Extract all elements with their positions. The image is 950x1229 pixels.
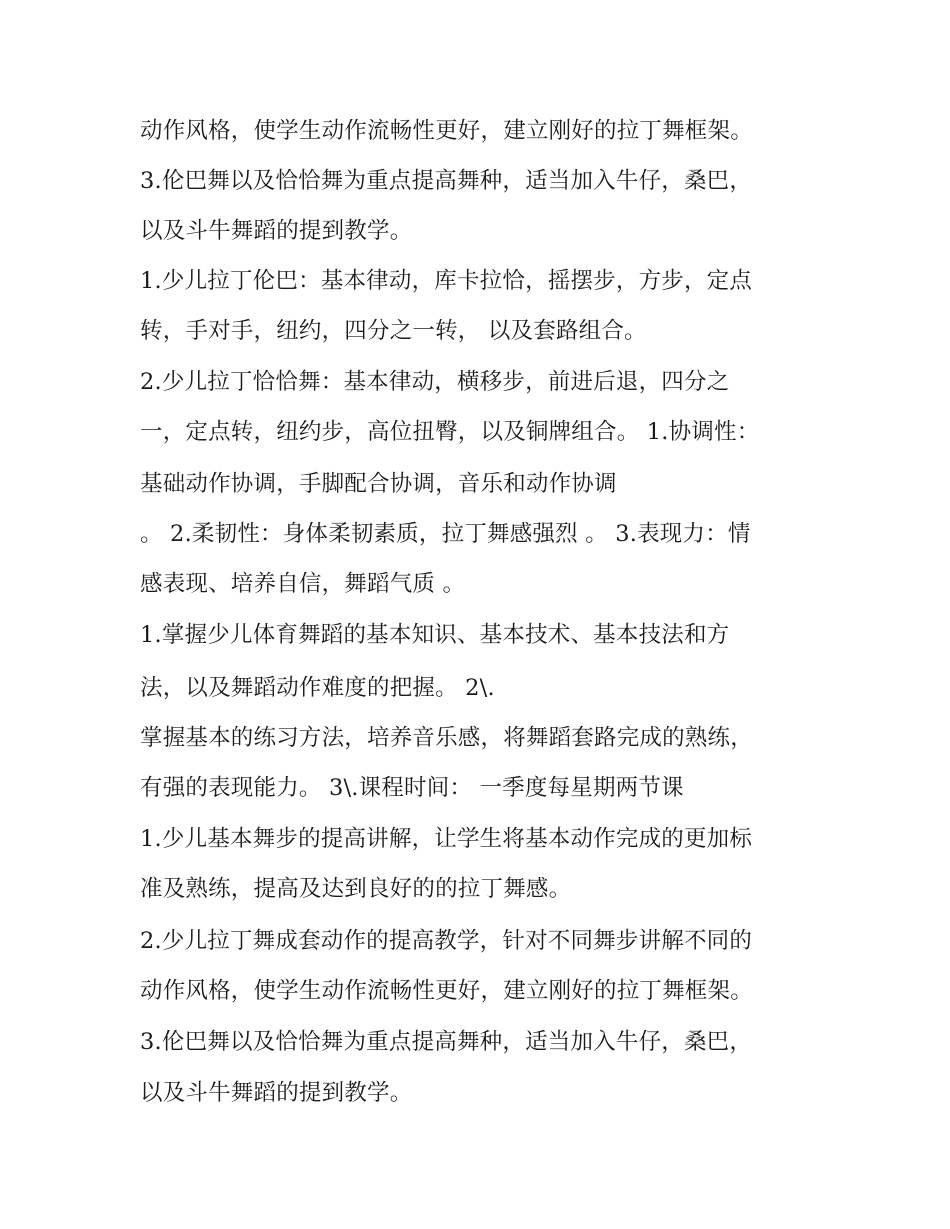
text-line: 以及斗牛舞蹈的提到教学。 [140, 1080, 413, 1106]
text-line: 动作风格，使学生动作流畅性更好，建立刚好的拉丁舞框架。 [140, 118, 753, 144]
text-line: 1.少儿拉丁伦巴：基本律动，库卡拉恰，摇摆步，方步，定点 [140, 268, 753, 294]
text-line: 感表现、培养自信，舞蹈气质 。 [140, 571, 466, 597]
text-line: 1.掌握少儿体育舞蹈的基本知识、基本技术、基本技法和方 [140, 622, 730, 648]
text-line: 一，定点转，纽约步，高位扭臀，以及铜牌组合。 1.协调性： [140, 419, 760, 445]
text-line: 法，以及舞蹈动作难度的把握。 2\. [140, 675, 495, 701]
text-line: 准及熟练，提高及达到良好的的拉丁舞感。 [140, 876, 572, 902]
text-line: 转，手对手，纽约，四分之一转， 以及套路组合。 [140, 318, 647, 344]
text-line: 3.伦巴舞以及恰恰舞为重点提高舞种，适当加入牛仔，桑巴， [140, 1029, 753, 1055]
text-line: 。 2.柔韧性：身体柔韧素质，拉丁舞感强烈 。 3.表现力：情 [140, 521, 751, 547]
text-line: 以及斗牛舞蹈的提到教学。 [140, 218, 413, 244]
text-line: 基础动作协调，手脚配合协调，音乐和动作协调 [140, 471, 617, 497]
text-line: 有强的表现能力。 3\.课程时间： 一季度每星期两节课 [140, 775, 684, 801]
text-line: 2.少儿拉丁舞成套动作的提高教学，针对不同舞步讲解不同的 [140, 928, 753, 954]
text-line: 动作风格，使学生动作流畅性更好，建立刚好的拉丁舞框架。 [140, 978, 753, 1004]
text-line: 2.少儿拉丁恰恰舞：基本律动，横移步，前进后退，四分之 [140, 369, 730, 395]
text-line: 3.伦巴舞以及恰恰舞为重点提高舞种，适当加入牛仔，桑巴， [140, 168, 753, 194]
text-line: 掌握基本的练习方法，培养音乐感，将舞蹈套路完成的熟练， [140, 725, 753, 751]
text-line: 1.少儿基本舞步的提高讲解，让学生将基本动作完成的更加标 [140, 826, 753, 852]
